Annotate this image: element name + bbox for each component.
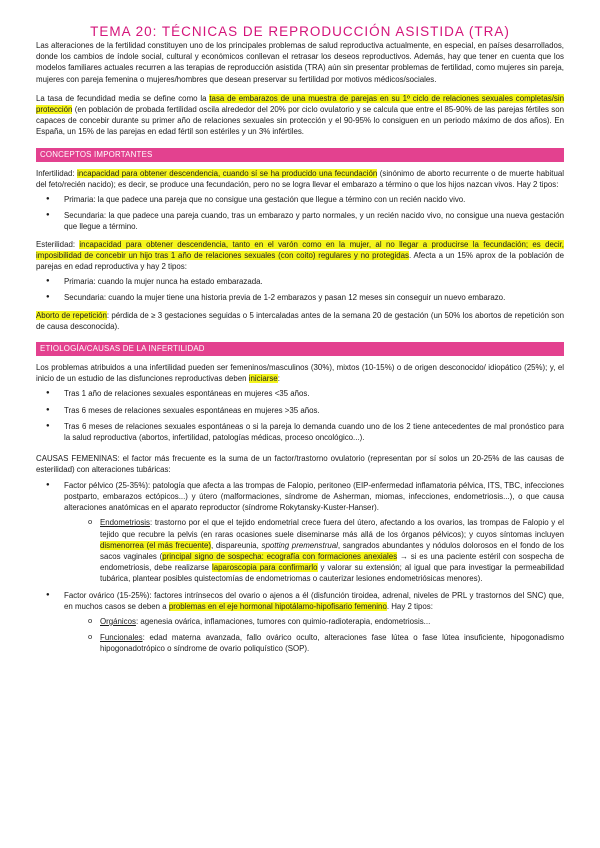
ovarian-factor-highlight: problemas en el eje hormonal hipotálamo-hipofisario femenino	[168, 601, 387, 611]
endometriosis-text-b: , dispareunia,	[211, 540, 262, 550]
endometriosis-highlight-symptom: dismenorrea (el más frecuente)	[100, 540, 212, 550]
sterility-paragraph	[36, 239, 564, 273]
fecundity-text-a: La tasa de fecundidad media se define como la	[36, 93, 210, 103]
female-factors-list	[36, 480, 564, 655]
sterility-text: . Afecta a un 15% aprox de la población de parejas en edad reproductiva y hay 2 tipos:	[36, 250, 565, 272]
abortion-highlight: Aborto de repetición	[36, 310, 107, 320]
organic-text: : agenesia ovárica, inflamaciones, tumores con quimio-radioterapia, endometriosis...	[135, 616, 431, 626]
ovarian-factor-label: Factor ovárico (15-25%)	[64, 590, 150, 600]
functional-label: Funcionales	[100, 633, 143, 643]
infertility-paragraph	[36, 168, 564, 190]
list-item: ● Tras 1 año de relaciones sexuales espontáneas en mujeres <35 años.	[36, 388, 564, 399]
list-item: ● Primaria: la que padece una pareja que no consigue una gestación que llegue a término con un recién nacido vivo.	[36, 194, 564, 205]
list-item: ● Secundaria: la que padece una pareja cuando, tras un embarazo y parto normales, y un recién nacido vivo, no consigue una nueva gestación que llegue a término.	[36, 210, 564, 232]
sterility-types-list	[36, 276, 564, 303]
infertility-label: Infertilidad:	[36, 168, 78, 178]
section-header-concepts: CONCEPTOS IMPORTANTES	[36, 148, 564, 162]
infertility-text: (sinónimo de aborto recurrente o de muerte habitual del feto/recién nacido); es decir, se produce una fecundación, pero no se logra llevar el embarazo a término o que los hijos nazcan vivos. Hay 2 tipos:	[36, 168, 564, 189]
section-header-etiology: ETIOLOGÍA/CAUSAS DE LA INFERTILIDAD	[36, 342, 564, 356]
pelvic-factor-label: Factor pélvico (25-35%)	[64, 480, 148, 490]
pelvic-subfactors-list	[64, 517, 564, 584]
list-item: ● Primaria: cuando la mujer nunca ha estado embarazada.	[36, 276, 564, 287]
infertility-types-list	[36, 194, 564, 233]
endometriosis-label: Endometriosis	[100, 518, 150, 528]
pelvic-factor-item	[36, 480, 564, 585]
etiology-criteria-list	[36, 388, 564, 443]
endometriosis-highlight-sign: principal signo de sospecha: ecografía con formaciones anexiales	[162, 551, 398, 561]
fecundity-text-b: (en población de probada fertilidad oscila alrededor del 20% por ciclo ovulatorio y se calcula que entre el 85-90% de las parejas fértiles son capaces de concebir durante su primer año de relaciones sexuales sin protección y el 90-95% lo consiguen en un periodo máximo de dos años). En España, un 15% de las parejas en edad fértil son estériles y un 3% infértiles.	[36, 105, 564, 137]
list-item: ● Secundaria: cuando la mujer tiene una historia previa de 1-2 embarazos y pasan 12 meses sin conseguir un nuevo embarazo.	[36, 292, 564, 303]
abortion-paragraph	[36, 310, 564, 332]
ovarian-subtypes-list	[64, 616, 564, 655]
ovarian-factor-text-b: . Hay 2 tipos:	[386, 601, 433, 611]
endometriosis-item	[64, 517, 564, 584]
etiology-highlight: iniciarse	[248, 374, 278, 384]
etiology-text-b: :	[277, 374, 280, 384]
endometriosis-text-d: → si es una paciente estéril con sospecha de endometriosis, debe realizarse	[100, 551, 564, 573]
page-title: TEMA 20: TÉCNICAS DE REPRODUCCIÓN ASISTIDA (TRA)	[90, 24, 510, 39]
ovarian-factor-item	[36, 590, 564, 655]
organic-label: Orgánicos	[100, 616, 136, 626]
list-item: ● Tras 6 meses de relaciones sexuales espontáneas o si la pareja lo demanda cuando uno de los 2 tiene antecedentes de mal pronóstico para la salud reproductiva (abortos, infertilidad, patologías médicas, proceso oncológico...).	[36, 421, 564, 443]
etiology-paragraph	[36, 362, 564, 384]
functional-text: : edad materna avanzada, fallo ovárico oculto, alteraciones fase lútea o fase lútea insuficiente, hipogonadismo hipogonadotrópico o síndrome de ovario poliquístico (SOP).	[100, 633, 564, 654]
etiology-text-a: Los problemas atribuidos a una infertilidad pueden ser femeninos/masculinos (30%), mixtos (10-15%) o de origen desconocido/ idiopático (25%); y, el inicio de un estudio de las disfunciones reproductivas deben	[36, 363, 564, 384]
list-item	[64, 632, 564, 654]
endometriosis-highlight-laparoscopy: laparoscopia para confirmarlo	[212, 563, 318, 573]
female-causes-paragraph: CAUSAS FEMENINAS: el factor más frecuente es la suma de un factor/trastorno ovulatorio (representan por sí solos un 20-25% de las causas de esterilidad) con alteraciones tubáricas:	[36, 454, 564, 475]
endometriosis-text-c: , sangrados abundantes y nódulos dolorosos en el fondo de los sacos vaginales (	[100, 540, 564, 561]
endometriosis-text-e: y valorar su extensión; al igual que para investigar la permeabilidad tubárica, plantear posibles quistectomías de endometriomas o cauterizar lesiones endometriósicas menores).	[100, 563, 564, 584]
intro-paragraph: Las alteraciones de la fertilidad constituyen uno de los principales problemas de salud reproductiva actualmente, en especial, en países desarrollados, donde los cambios de índole social, cultural y económicos conllevan el retrasar los deseos reproductivos. Además, hay que tener en cuenta que los modelos familiares actuales recurren a las terapias de reproducción asistida (TRA) aún sin presentar problemas de fertilidad, como mujeres sin pareja, mujeres con pareja femenina o mujeres/hombres que desean preservar su fertilidad por motivos médicos/sociales.	[36, 41, 564, 84]
sterility-label: Esterilidad:	[36, 239, 80, 249]
endometriosis-text-a: : trastorno por el que el tejido endometrial crece fuera del útero, afectando a los ovarios, las trompas de Falopio y el tejido que recubre la pelvis (en raras ocasiones suele diseminarse más allá de los órganos pélvicos); y cuyos síntomas incluyen	[100, 518, 564, 539]
endometriosis-italic: spotting premenstrual	[261, 540, 338, 550]
fecundity-highlight: tasa de embarazos de una muestra de parejas en su 1º ciclo de relaciones sexuales completas/sin protección	[36, 93, 564, 115]
infertility-highlight: incapacidad para obtener descendencia, cuando sí se ha producido una fecundación	[77, 168, 378, 178]
list-item: ● Tras 6 meses de relaciones sexuales espontáneas en mujeres >35 años.	[36, 405, 564, 416]
sterility-highlight: incapacidad para obtener descendencia, tanto en el varón como en la mujer, al no llegar a producirse la fecundación; es decir, imposibilidad de concebir un hijo tras 1 año de relaciones sexuales (con coito) regulares y no protegidas	[36, 239, 564, 260]
abortion-text: : pérdida de ≥ 3 gestaciones seguidas o 5 intercaladas antes de la semana 20 de gestación (un 50% los abortos de repetición son de causa desconocida).	[36, 310, 564, 331]
fecundity-paragraph	[36, 93, 564, 138]
ovarian-factor-text-a: : factores intrínsecos del ovario o ajenos a él (disfunción tiroidea, adrenal, niveles de PRL y trastornos del SNC) que, en muchos casos se deben a	[64, 590, 564, 611]
pelvic-factor-text: : patología que afecta a las trompas de Falopio, peritoneo (EIP-enfermedad inflamatoria pélvica, ITS, TBC, infecciones postparto, embarazos ectópicos...) y útero (malformaciones, síndrome de Asherman, miomas, infecciones, endometriosis...), o que causa alteraciones anatómicas en el aparato reproductor (síndrome Rokytansky-Kuster-Hanser).	[64, 480, 564, 513]
list-item	[64, 616, 564, 627]
